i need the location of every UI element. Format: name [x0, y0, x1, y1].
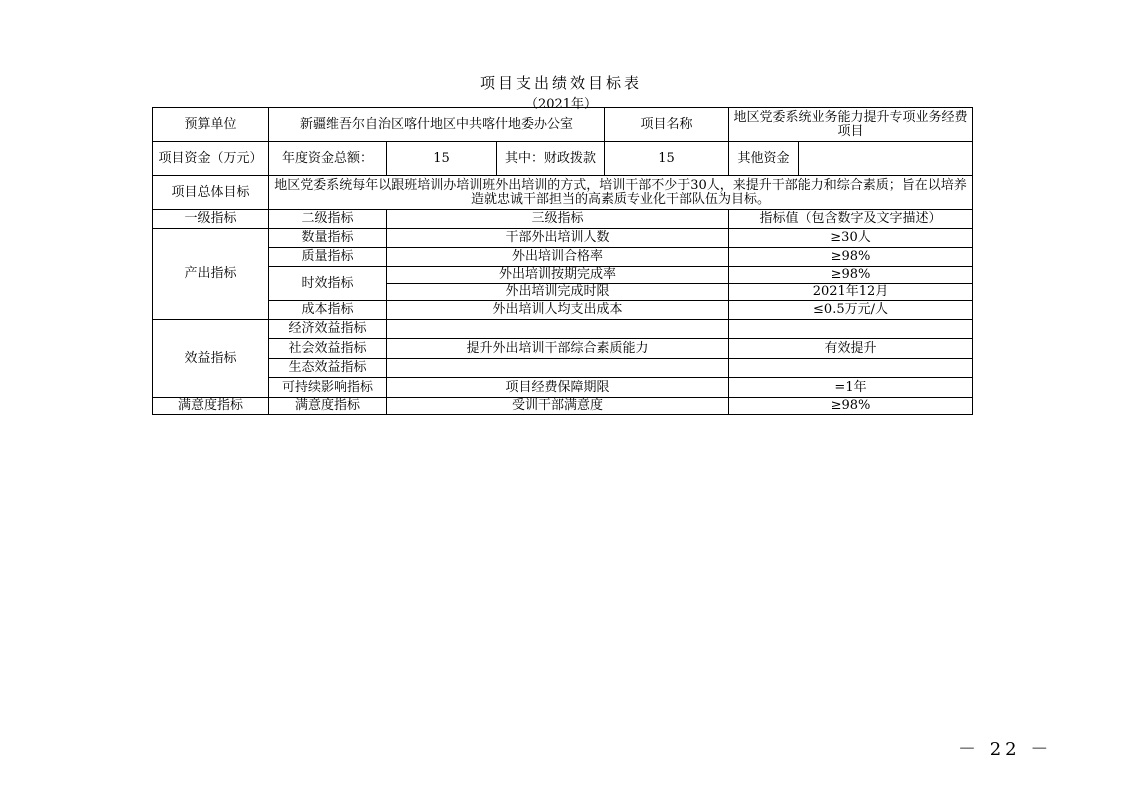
header-value: 指标值（包含数字及文字描述）	[729, 210, 973, 229]
page-title: 项目支出绩效目标表	[479, 74, 642, 92]
other-funds-value	[799, 142, 973, 176]
row-ecological-level3	[387, 359, 729, 378]
header-level1: 一级指标	[153, 210, 269, 229]
row-sustainable-level2: 可持续影响指标	[269, 378, 387, 398]
header-level3: 三级指标	[387, 210, 729, 229]
budget-unit-label: 预算单位	[153, 108, 269, 142]
row-cost-value: ≤0.5万元/人	[729, 301, 973, 320]
row-timeliness-2-level3: 外出培训完成时限	[387, 284, 729, 301]
project-name-value: 地区党委系统业务能力提升专项业务经费项目	[729, 108, 973, 142]
row-sustainable-level3: 项目经费保障期限	[387, 378, 729, 398]
row-satisfaction-level3: 受训干部满意度	[387, 398, 729, 415]
row-quality-level3: 外出培训合格率	[387, 248, 729, 267]
row-quantity-level3: 干部外出培训人数	[387, 229, 729, 248]
section-satisfaction: 满意度指标	[153, 398, 269, 415]
row-timeliness-1-value: ≥98%	[729, 267, 973, 284]
row-quantity-value: ≥30人	[729, 229, 973, 248]
row-sustainable-value: =1年	[729, 378, 973, 398]
row-cost-level3: 外出培训人均支出成本	[387, 301, 729, 320]
overall-goal-text: 地区党委系统每年以跟班培训办培训班外出培训的方式，培训干部不少于30人，来提升干部能力和综合素质；旨在以培养造就忠诚干部担当的高素质专业化干部队伍为目标。	[269, 176, 973, 210]
header-level2: 二级指标	[269, 210, 387, 229]
other-funds-label: 其他资金	[729, 142, 799, 176]
row-social-level2: 社会效益指标	[269, 339, 387, 359]
annual-total-label: 年度资金总额：	[269, 142, 387, 176]
section-output: 产出指标	[153, 229, 269, 320]
funds-label: 项目资金（万元）	[153, 142, 269, 176]
row-timeliness-1-level3: 外出培训按期完成率	[387, 267, 729, 284]
row-cost-level2: 成本指标	[269, 301, 387, 320]
row-economic-level2: 经济效益指标	[269, 320, 387, 339]
row-quality-value: ≥98%	[729, 248, 973, 267]
fiscal-label: 其中：财政拨款	[497, 142, 605, 176]
row-ecological-value	[729, 359, 973, 378]
performance-target-table	[152, 107, 973, 415]
row-quality-level2: 质量指标	[269, 248, 387, 267]
row-social-value: 有效提升	[729, 339, 973, 359]
overall-goal-label: 项目总体目标	[153, 176, 269, 210]
row-satisfaction-value: ≥98%	[729, 398, 973, 415]
section-benefit: 效益指标	[153, 320, 269, 398]
fiscal-value: 15	[605, 142, 729, 176]
row-ecological-level2: 生态效益指标	[269, 359, 387, 378]
row-social-level3: 提升外出培训干部综合素质能力	[387, 339, 729, 359]
row-timeliness-level2: 时效指标	[269, 267, 387, 301]
annual-total-value: 15	[387, 142, 497, 176]
page-number: － 22 －	[958, 739, 1053, 760]
row-economic-value	[729, 320, 973, 339]
row-satisfaction-level2: 满意度指标	[269, 398, 387, 415]
row-timeliness-2-value: 2021年12月	[729, 284, 973, 301]
project-name-label: 项目名称	[605, 108, 729, 142]
budget-unit-value: 新疆维吾尔自治区喀什地区中共喀什地委办公室	[269, 108, 605, 142]
row-quantity-level2: 数量指标	[269, 229, 387, 248]
page-subtitle: （2021年）	[524, 97, 598, 112]
row-economic-level3	[387, 320, 729, 339]
